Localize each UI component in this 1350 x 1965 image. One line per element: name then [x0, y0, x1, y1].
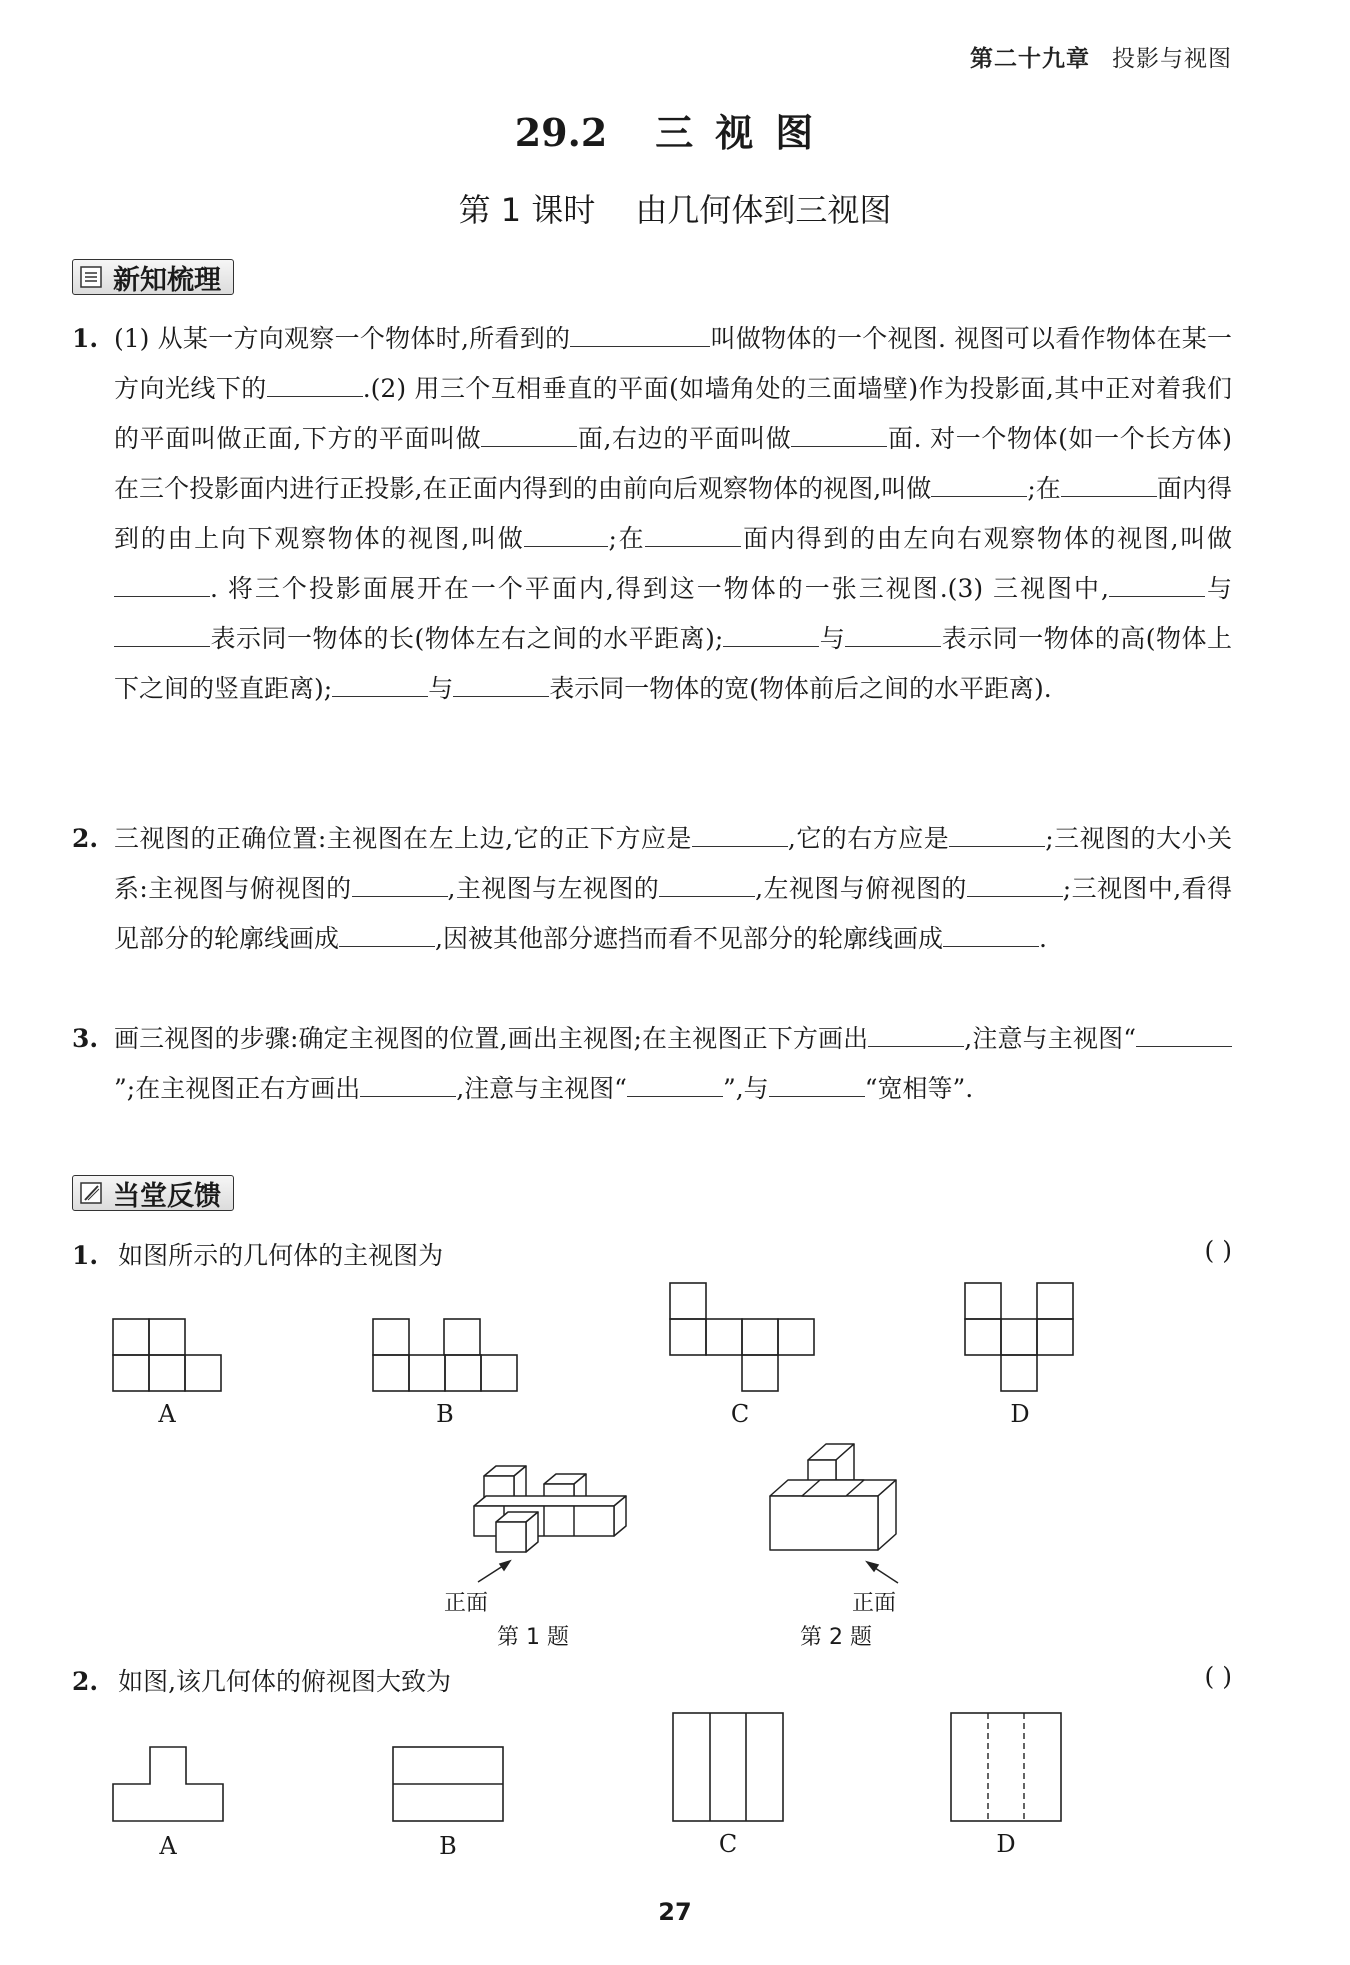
answer-blank[interactable]: [627, 1074, 723, 1097]
q1-option-a-label[interactable]: A: [158, 1400, 176, 1428]
q1-option-d-figure: [964, 1282, 1074, 1394]
answer-blank[interactable]: [267, 374, 363, 397]
question-text: 如图所示的几何体的主视图为: [118, 1241, 444, 1270]
answer-blank[interactable]: [645, 524, 741, 547]
text-segment: 面,右边的平面叫做: [577, 424, 792, 453]
lesson-title: [0, 185, 1350, 231]
answer-blank[interactable]: [114, 574, 210, 597]
question-number: 3.: [72, 1024, 99, 1053]
q1-option-c-label[interactable]: C: [730, 1400, 750, 1428]
notebook-icon: [79, 265, 105, 289]
text-segment: “宽相等”.: [864, 1074, 974, 1103]
section-name: 三视图: [655, 110, 836, 155]
text-segment: 表示同一物体的宽(物体前后之间的水平距离).: [549, 674, 1052, 703]
q2-option-c-label[interactable]: C: [718, 1830, 738, 1858]
figure-1-caption: 第 1 题: [497, 1625, 569, 1650]
answer-blank[interactable]: [524, 524, 608, 547]
answer-blank[interactable]: [570, 324, 710, 347]
text-segment: (1) 从某一方向观察一个物体时,所看到的: [114, 324, 571, 353]
answer-blank[interactable]: [332, 674, 428, 697]
knowledge-question-1: [72, 314, 1232, 714]
text-segment: 面内得到的由左向右观察物体的视图,叫做: [741, 524, 1232, 553]
answer-blank[interactable]: [339, 924, 435, 947]
text-segment: ”,与: [722, 1074, 769, 1103]
answer-blank[interactable]: [943, 924, 1039, 947]
q1-option-b-figure: [372, 1318, 517, 1393]
answer-blank[interactable]: [845, 624, 941, 647]
text-segment: ;在: [1027, 474, 1061, 503]
question-number: 2.: [72, 824, 99, 853]
q1-option-b-label[interactable]: B: [436, 1400, 454, 1428]
text-segment: 三视图的正确位置:主视图在左上边,它的正下方应是: [114, 824, 692, 853]
text-segment: . 将三个投影面展开在一个平面内,得到这一物体的一张三视图.(3) 三视图中,: [210, 574, 1109, 603]
answer-blank[interactable]: [967, 874, 1063, 897]
text-segment: 表示同一物体的高(物体上下之间的竖直距离);: [114, 624, 1232, 703]
answer-blank[interactable]: [868, 1024, 964, 1047]
answer-blank[interactable]: [723, 624, 819, 647]
text-segment: .: [1038, 924, 1047, 953]
text-segment: 与: [428, 674, 454, 703]
text-segment: ;三视图中,看得见部分的轮廓线画成: [114, 874, 1232, 953]
q2-option-a-label[interactable]: A: [159, 1832, 177, 1860]
q2-solid-figure: [768, 1438, 918, 1593]
answer-blank[interactable]: [114, 624, 210, 647]
text-segment: ”;在主视图正右方画出: [114, 1074, 361, 1103]
knowledge-question-3: [72, 1014, 1232, 1114]
answer-parentheses[interactable]: ( ): [1204, 1662, 1232, 1691]
q2-option-d-label[interactable]: D: [996, 1830, 1016, 1858]
text-segment: ,左视图与俯视图的: [755, 874, 967, 903]
text-segment: ,因被其他部分遮挡而看不见部分的轮廓线画成: [435, 924, 943, 953]
q2-option-a-figure: [112, 1746, 224, 1822]
q2-option-b-label[interactable]: B: [439, 1832, 457, 1860]
question-number: 1.: [72, 324, 99, 353]
knowledge-banner: [72, 259, 234, 295]
q1-solid-figure: [462, 1462, 632, 1592]
section-title: [0, 102, 1350, 157]
text-segment: 画三视图的步骤:确定主视图的位置,画出主视图;在主视图正下方画出: [114, 1024, 869, 1053]
figure-2-caption: 第 2 题: [800, 1625, 872, 1650]
answer-blank[interactable]: [1109, 574, 1205, 597]
text-segment: ;三视图的大小关系:主视图与俯视图的: [114, 824, 1232, 903]
question-text: [114, 814, 1232, 964]
text-segment: ,注意与主视图“: [456, 1074, 627, 1103]
question-number: 2.: [72, 1667, 99, 1696]
chapter-number: 第二十九章: [970, 46, 1090, 72]
text-segment: 面. 对一个物体(如一个长方体)在三个投影面内进行正投影,在正面内得到的由前向后观察物体的视图,叫做: [114, 424, 1233, 503]
text-segment: ,主视图与左视图的: [447, 874, 660, 903]
answer-blank[interactable]: [360, 1074, 456, 1097]
text-segment: 与: [1204, 574, 1232, 603]
knowledge-banner-label: 新知梳理: [113, 264, 221, 296]
feedback-question-1: [72, 1236, 1232, 1272]
chapter-title: 投影与视图: [1112, 46, 1232, 72]
question-text: 如图,该几何体的俯视图大致为: [118, 1667, 452, 1696]
pencil-note-icon: [79, 1181, 105, 1205]
q2-option-c-figure: [672, 1712, 784, 1822]
chapter-header: [970, 40, 1232, 73]
q1-option-c-figure: [669, 1282, 814, 1394]
answer-blank[interactable]: [453, 674, 549, 697]
answer-blank[interactable]: [692, 824, 788, 847]
answer-parentheses[interactable]: ( ): [1204, 1236, 1232, 1265]
answer-blank[interactable]: [352, 874, 448, 897]
q1-option-a-figure: [112, 1318, 222, 1393]
answer-blank[interactable]: [931, 474, 1027, 497]
feedback-question-2: [72, 1662, 1232, 1698]
q2-option-b-figure: [392, 1746, 504, 1822]
answer-blank[interactable]: [791, 424, 887, 447]
lesson-number: 第 1 课时: [458, 191, 596, 229]
answer-blank[interactable]: [659, 874, 755, 897]
text-segment: 面内得到的由上向下观察物体的视图,叫做: [114, 474, 1232, 553]
text-segment: ,它的右方应是: [787, 824, 950, 853]
q2-front-label: 正面: [852, 1591, 897, 1616]
section-number: 29.2: [514, 110, 608, 155]
text-segment: ,注意与主视图“: [964, 1024, 1137, 1053]
lesson-name: 由几何体到三视图: [635, 191, 892, 229]
answer-blank[interactable]: [1061, 474, 1157, 497]
text-segment: .(2) 用三个互相垂直的平面(如墙角处的三面墙壁)作为投影面,其中正对着我们的平面叫做正面,下方的平面叫做: [114, 374, 1232, 453]
text-segment: 叫做物体的一个视图. 视图可以看作物体在某一方向光线下的: [114, 324, 1232, 403]
answer-blank[interactable]: [949, 824, 1045, 847]
text-segment: 与: [819, 624, 846, 653]
answer-blank[interactable]: [481, 424, 577, 447]
feedback-banner-label: 当堂反馈: [113, 1180, 221, 1212]
q1-option-d-label[interactable]: D: [1010, 1400, 1030, 1428]
text-segment: 表示同一物体的长(物体左右之间的水平距离);: [210, 624, 724, 653]
answer-blank[interactable]: [1136, 1024, 1232, 1047]
page-number: 27: [658, 1898, 692, 1926]
answer-blank[interactable]: [769, 1074, 865, 1097]
q1-front-label: 正面: [444, 1591, 489, 1616]
question-number: 1.: [72, 1241, 99, 1270]
question-text: [114, 1014, 1232, 1114]
q2-option-d-figure: [950, 1712, 1062, 1822]
feedback-banner: [72, 1175, 234, 1211]
question-text: [114, 314, 1232, 714]
text-segment: ;在: [608, 524, 646, 553]
knowledge-question-2: [72, 814, 1232, 964]
